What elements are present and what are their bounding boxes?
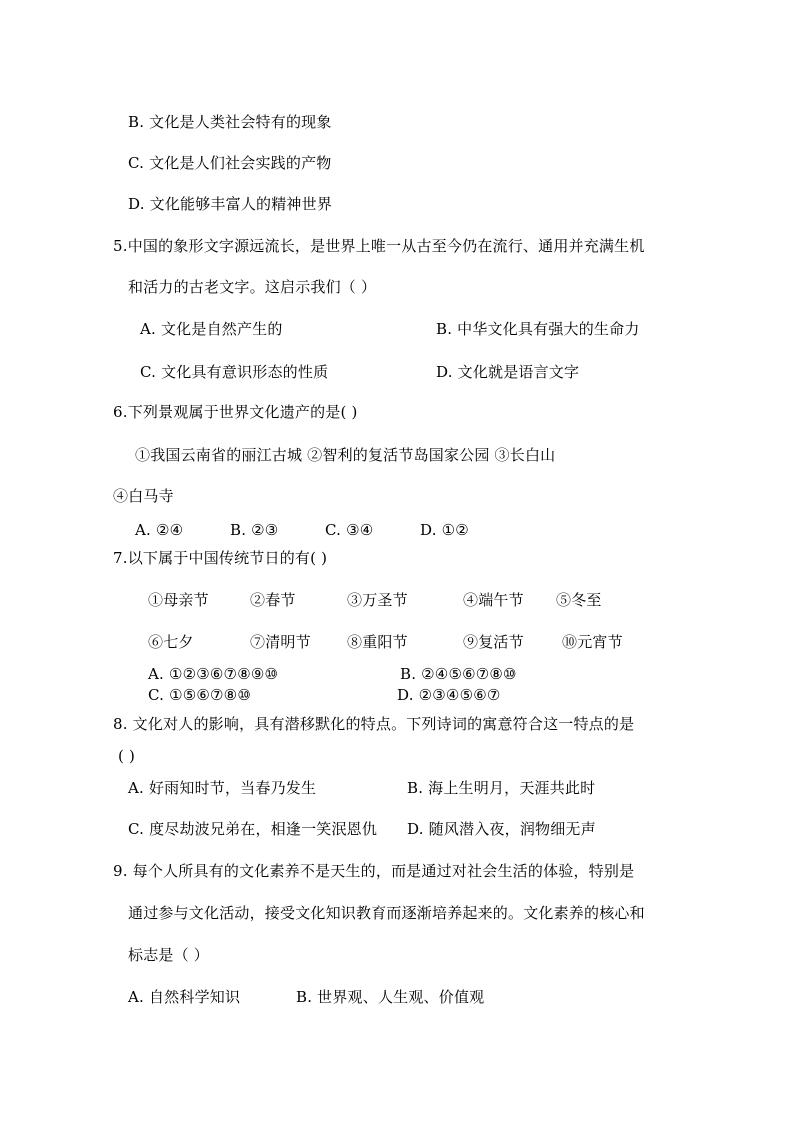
q8-stem-line2: ( ) bbox=[118, 747, 136, 765]
q7-item-10: ⑩元宵节 bbox=[562, 633, 623, 651]
q7-item-3: ③万圣节 bbox=[347, 591, 408, 609]
q7-item-9: ⑨复活节 bbox=[463, 633, 524, 651]
q5-option-c: C. 文化具有意识形态的性质 bbox=[140, 363, 329, 381]
q7-item-2: ②春节 bbox=[250, 591, 296, 609]
q8-option-a: A. 好雨知时节，当春乃发生 bbox=[128, 779, 317, 797]
q6-items-line2: ④白马寺 bbox=[113, 487, 174, 505]
q5-stem-line1: 5.中国的象形文字源远流长，是世界上唯一从古至今仍在流行、通用并充满生机 bbox=[113, 237, 645, 255]
q7-option-a: A. ①②③⑥⑦⑧⑨⑩ bbox=[148, 665, 279, 683]
q5-stem-line2: 和活力的古老文字。这启示我们（ ） bbox=[128, 278, 377, 296]
q4-option-b: B. 文化是人类社会特有的现象 bbox=[128, 113, 332, 131]
q7-item-1: ①母亲节 bbox=[148, 591, 209, 609]
q6-stem: 6.下列景观属于世界文化遗产的是( ) bbox=[113, 403, 358, 421]
q5-option-a: A. 文化是自然产生的 bbox=[140, 320, 283, 338]
q4-option-c: C. 文化是人们社会实践的产物 bbox=[128, 154, 332, 172]
q7-stem: 7.以下属于中国传统节日的有( ) bbox=[113, 549, 328, 567]
q8-option-d: D. 随风潜入夜，润物细无声 bbox=[407, 820, 596, 838]
q9-option-a: A. 自然科学知识 bbox=[128, 988, 241, 1006]
q4-option-d: D. 文化能够丰富人的精神世界 bbox=[128, 195, 333, 213]
q6-option-d: D. ①② bbox=[420, 521, 469, 539]
q7-option-d: D. ②③④⑤⑥⑦ bbox=[397, 686, 501, 704]
q5-option-b: B. 中华文化具有强大的生命力 bbox=[436, 320, 640, 338]
q7-option-c: C. ①⑤⑥⑦⑧⑩ bbox=[148, 686, 251, 704]
q7-item-5: ⑤冬至 bbox=[556, 591, 602, 609]
q7-option-b: B. ②④⑤⑥⑦⑧⑩ bbox=[400, 665, 517, 683]
q6-items-line1: ①我国云南省的丽江古城 ②智利的复活节岛国家公园 ③长白山 bbox=[135, 446, 556, 464]
q7-item-8: ⑧重阳节 bbox=[347, 633, 408, 651]
q6-option-b: B. ②③ bbox=[230, 521, 279, 539]
q6-option-c: C. ③④ bbox=[325, 521, 374, 539]
q7-item-6: ⑥七夕 bbox=[148, 633, 194, 651]
q7-item-7: ⑦清明节 bbox=[250, 633, 311, 651]
q8-stem-line1: 8. 文化对人的影响，具有潜移默化的特点。下列诗词的寓意符合这一特点的是 bbox=[113, 715, 635, 733]
q9-stem-line1: 9. 每个人所具有的文化素养不是天生的，而是通过对社会生活的体验，特别是 bbox=[113, 862, 635, 880]
q6-option-a: A. ②④ bbox=[135, 521, 184, 539]
q9-stem-line3: 标志是（ ） bbox=[128, 946, 209, 964]
q8-option-b: B. 海上生明月，天涯共此时 bbox=[407, 779, 596, 797]
q7-item-4: ④端午节 bbox=[463, 591, 524, 609]
q9-option-b: B. 世界观、人生观、价值观 bbox=[296, 988, 485, 1006]
q9-stem-line2: 通过参与文化活动，接受文化知识教育而逐渐培养起来的。文化素养的核心和 bbox=[128, 904, 645, 922]
q8-option-c: C. 度尽劫波兄弟在，相逢一笑泯恩仇 bbox=[128, 820, 378, 838]
q5-option-d: D. 文化就是语言文字 bbox=[436, 363, 580, 381]
